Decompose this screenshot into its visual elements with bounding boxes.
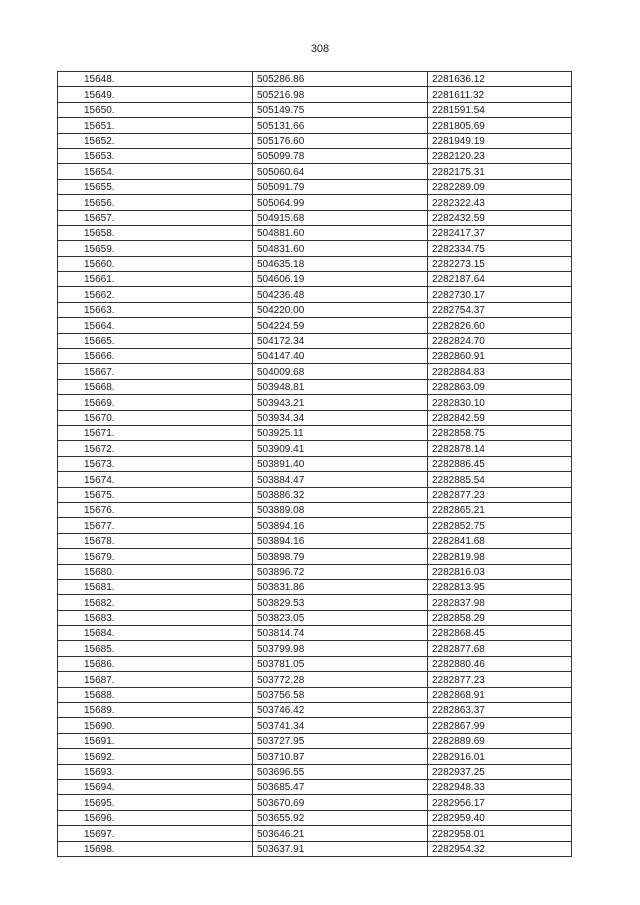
- point-number-cell: 15681.: [58, 579, 253, 594]
- x-coordinate-cell: 505060.64: [253, 164, 428, 179]
- y-coordinate-cell: 2282948.33: [428, 779, 572, 794]
- table-row: [58, 656, 572, 671]
- table-row: [58, 225, 572, 240]
- point-number-cell: 15696.: [58, 810, 253, 825]
- point-number-cell: 15660.: [58, 256, 253, 271]
- table-row: [58, 749, 572, 764]
- x-coordinate-cell: 504881.60: [253, 225, 428, 240]
- y-coordinate-cell: 2282868.91: [428, 687, 572, 702]
- x-coordinate-cell: 503886.32: [253, 487, 428, 502]
- y-coordinate-cell: 2282830.10: [428, 395, 572, 410]
- x-coordinate-cell: 503943.21: [253, 395, 428, 410]
- y-coordinate-cell: 2282841.68: [428, 533, 572, 548]
- y-coordinate-cell: 2282432.59: [428, 210, 572, 225]
- y-coordinate-cell: 2282819.98: [428, 549, 572, 564]
- table-row: [58, 687, 572, 702]
- x-coordinate-cell: 503884.47: [253, 472, 428, 487]
- point-number-cell: 15682.: [58, 595, 253, 610]
- point-number-cell: 15656.: [58, 195, 253, 210]
- x-coordinate-cell: 503741.34: [253, 718, 428, 733]
- y-coordinate-cell: 2282842.59: [428, 410, 572, 425]
- table-row: [58, 148, 572, 163]
- x-coordinate-cell: 503925.11: [253, 425, 428, 440]
- x-coordinate-cell: 503756.58: [253, 687, 428, 702]
- table-row: [58, 287, 572, 302]
- y-coordinate-cell: 2282289.09: [428, 179, 572, 194]
- point-number-cell: 15698.: [58, 841, 253, 856]
- point-number-cell: 15686.: [58, 656, 253, 671]
- table-row: [58, 118, 572, 133]
- y-coordinate-cell: 2282877.68: [428, 641, 572, 656]
- y-coordinate-cell: 2282863.37: [428, 703, 572, 718]
- table-row: [58, 456, 572, 471]
- point-number-cell: 15677.: [58, 518, 253, 533]
- y-coordinate-cell: 2282858.75: [428, 425, 572, 440]
- y-coordinate-cell: 2282860.91: [428, 349, 572, 364]
- y-coordinate-cell: 2282958.01: [428, 826, 572, 841]
- x-coordinate-cell: 505286.86: [253, 72, 428, 87]
- table-row: [58, 595, 572, 610]
- y-coordinate-cell: 2282956.17: [428, 795, 572, 810]
- y-coordinate-cell: 2282813.95: [428, 579, 572, 594]
- y-coordinate-cell: 2282886.45: [428, 456, 572, 471]
- x-coordinate-cell: 503889.08: [253, 502, 428, 517]
- table-row: [58, 733, 572, 748]
- x-coordinate-cell: 505216.98: [253, 87, 428, 102]
- table-row: [58, 179, 572, 194]
- x-coordinate-cell: 503727.95: [253, 733, 428, 748]
- y-coordinate-cell: 2282937.25: [428, 764, 572, 779]
- point-number-cell: 15685.: [58, 641, 253, 656]
- table-row: [58, 133, 572, 148]
- y-coordinate-cell: 2281591.54: [428, 102, 572, 117]
- table-row: [58, 626, 572, 641]
- y-coordinate-cell: 2282878.14: [428, 441, 572, 456]
- x-coordinate-cell: 503909.41: [253, 441, 428, 456]
- table-row: [58, 395, 572, 410]
- point-number-cell: 15687.: [58, 672, 253, 687]
- y-coordinate-cell: 2282863.09: [428, 379, 572, 394]
- point-number-cell: 15690.: [58, 718, 253, 733]
- x-coordinate-cell: 503948.81: [253, 379, 428, 394]
- y-coordinate-cell: 2282868.45: [428, 626, 572, 641]
- table-row: [58, 795, 572, 810]
- x-coordinate-cell: 503685.47: [253, 779, 428, 794]
- x-coordinate-cell: 504831.60: [253, 241, 428, 256]
- x-coordinate-cell: 503829.53: [253, 595, 428, 610]
- table-row: [58, 672, 572, 687]
- table-row: [58, 256, 572, 271]
- table-row: [58, 272, 572, 287]
- table-row: [58, 102, 572, 117]
- y-coordinate-cell: 2282852.75: [428, 518, 572, 533]
- y-coordinate-cell: 2282175.31: [428, 164, 572, 179]
- table-row: [58, 779, 572, 794]
- table-row: [58, 302, 572, 317]
- point-number-cell: 15668.: [58, 379, 253, 394]
- y-coordinate-cell: 2282826.60: [428, 318, 572, 333]
- point-number-cell: 15693.: [58, 764, 253, 779]
- table-row: [58, 241, 572, 256]
- x-coordinate-cell: 504172.34: [253, 333, 428, 348]
- point-number-cell: 15650.: [58, 102, 253, 117]
- x-coordinate-cell: 503898.79: [253, 549, 428, 564]
- table-row: [58, 164, 572, 179]
- table-row: [58, 718, 572, 733]
- table-row: [58, 764, 572, 779]
- point-number-cell: 15675.: [58, 487, 253, 502]
- x-coordinate-cell: 505091.79: [253, 179, 428, 194]
- y-coordinate-cell: 2282889.69: [428, 733, 572, 748]
- table-row: [58, 518, 572, 533]
- point-number-cell: 15680.: [58, 564, 253, 579]
- y-coordinate-cell: 2282837.98: [428, 595, 572, 610]
- x-coordinate-cell: 503655.92: [253, 810, 428, 825]
- point-number-cell: 15651.: [58, 118, 253, 133]
- table-row: [58, 318, 572, 333]
- y-coordinate-cell: 2282730.17: [428, 287, 572, 302]
- table-row: [58, 641, 572, 656]
- table-row: [58, 610, 572, 625]
- table-row: [58, 441, 572, 456]
- point-number-cell: 15695.: [58, 795, 253, 810]
- table-row: [58, 487, 572, 502]
- point-number-cell: 15676.: [58, 502, 253, 517]
- point-number-cell: 15684.: [58, 626, 253, 641]
- x-coordinate-cell: 503896.72: [253, 564, 428, 579]
- y-coordinate-cell: 2281636.12: [428, 72, 572, 87]
- table-row: [58, 333, 572, 348]
- x-coordinate-cell: 503894.16: [253, 518, 428, 533]
- point-number-cell: 15673.: [58, 456, 253, 471]
- x-coordinate-cell: 504009.68: [253, 364, 428, 379]
- x-coordinate-cell: 504606.19: [253, 272, 428, 287]
- x-coordinate-cell: 505099.78: [253, 148, 428, 163]
- point-number-cell: 15670.: [58, 410, 253, 425]
- x-coordinate-cell: 505149.75: [253, 102, 428, 117]
- table-row: [58, 349, 572, 364]
- point-number-cell: 15664.: [58, 318, 253, 333]
- y-coordinate-cell: 2282858.29: [428, 610, 572, 625]
- x-coordinate-cell: 503670.69: [253, 795, 428, 810]
- point-number-cell: 15667.: [58, 364, 253, 379]
- table-row: [58, 379, 572, 394]
- x-coordinate-cell: 504220.00: [253, 302, 428, 317]
- table-row: [58, 549, 572, 564]
- point-number-cell: 15655.: [58, 179, 253, 194]
- y-coordinate-cell: 2282880.46: [428, 656, 572, 671]
- table-row: [58, 502, 572, 517]
- point-number-cell: 15652.: [58, 133, 253, 148]
- point-number-cell: 15654.: [58, 164, 253, 179]
- point-number-cell: 15694.: [58, 779, 253, 794]
- x-coordinate-cell: 503772.28: [253, 672, 428, 687]
- y-coordinate-cell: 2282816.03: [428, 564, 572, 579]
- x-coordinate-cell: 503746.42: [253, 703, 428, 718]
- point-number-cell: 15669.: [58, 395, 253, 410]
- table-row: [58, 364, 572, 379]
- point-number-cell: 15666.: [58, 349, 253, 364]
- point-number-cell: 15679.: [58, 549, 253, 564]
- y-coordinate-cell: 2282877.23: [428, 672, 572, 687]
- point-number-cell: 15653.: [58, 148, 253, 163]
- y-coordinate-cell: 2282867.99: [428, 718, 572, 733]
- y-coordinate-cell: 2282954.32: [428, 841, 572, 856]
- y-coordinate-cell: 2282273.15: [428, 256, 572, 271]
- x-coordinate-cell: 503894.16: [253, 533, 428, 548]
- y-coordinate-cell: 2281805.69: [428, 118, 572, 133]
- x-coordinate-cell: 503934.34: [253, 410, 428, 425]
- point-number-cell: 15692.: [58, 749, 253, 764]
- x-coordinate-cell: 503814.74: [253, 626, 428, 641]
- x-coordinate-cell: 504147.40: [253, 349, 428, 364]
- y-coordinate-cell: 2281611.32: [428, 87, 572, 102]
- y-coordinate-cell: 2282865.21: [428, 502, 572, 517]
- x-coordinate-cell: 503891.40: [253, 456, 428, 471]
- point-number-cell: 15658.: [58, 225, 253, 240]
- x-coordinate-cell: 503781.05: [253, 656, 428, 671]
- table-row: [58, 810, 572, 825]
- x-coordinate-cell: 503823.05: [253, 610, 428, 625]
- y-coordinate-cell: 2281949.19: [428, 133, 572, 148]
- table-row: [58, 472, 572, 487]
- x-coordinate-cell: 503831.86: [253, 579, 428, 594]
- table-row: [58, 579, 572, 594]
- point-number-cell: 15659.: [58, 241, 253, 256]
- x-coordinate-cell: 505064.99: [253, 195, 428, 210]
- point-number-cell: 15648.: [58, 72, 253, 87]
- x-coordinate-cell: 503710.87: [253, 749, 428, 764]
- point-number-cell: 15661.: [58, 272, 253, 287]
- table-row: [58, 533, 572, 548]
- point-number-cell: 15665.: [58, 333, 253, 348]
- x-coordinate-cell: 503696.55: [253, 764, 428, 779]
- x-coordinate-cell: 504915.68: [253, 210, 428, 225]
- x-coordinate-cell: 503799.98: [253, 641, 428, 656]
- y-coordinate-cell: 2282916.01: [428, 749, 572, 764]
- x-coordinate-cell: 503637.91: [253, 841, 428, 856]
- point-number-cell: 15663.: [58, 302, 253, 317]
- x-coordinate-cell: 505176.60: [253, 133, 428, 148]
- point-number-cell: 15691.: [58, 733, 253, 748]
- x-coordinate-cell: 504635.18: [253, 256, 428, 271]
- y-coordinate-cell: 2282120.23: [428, 148, 572, 163]
- point-number-cell: 15674.: [58, 472, 253, 487]
- table-row: [58, 87, 572, 102]
- y-coordinate-cell: 2282417.37: [428, 225, 572, 240]
- y-coordinate-cell: 2282884.83: [428, 364, 572, 379]
- y-coordinate-cell: 2282885.54: [428, 472, 572, 487]
- x-coordinate-cell: 503646.21: [253, 826, 428, 841]
- point-number-cell: 15662.: [58, 287, 253, 302]
- point-number-cell: 15697.: [58, 826, 253, 841]
- page-number: 308: [310, 43, 330, 55]
- y-coordinate-cell: 2282754.37: [428, 302, 572, 317]
- point-number-cell: 15657.: [58, 210, 253, 225]
- point-number-cell: 15649.: [58, 87, 253, 102]
- point-number-cell: 15671.: [58, 425, 253, 440]
- table-row: [58, 841, 572, 856]
- x-coordinate-cell: 505131.66: [253, 118, 428, 133]
- y-coordinate-cell: 2282877.23: [428, 487, 572, 502]
- table-row: [58, 425, 572, 440]
- table-row: [58, 410, 572, 425]
- y-coordinate-cell: 2282959.40: [428, 810, 572, 825]
- point-number-cell: 15689.: [58, 703, 253, 718]
- coordinates-table: [57, 71, 572, 857]
- table-row: [58, 564, 572, 579]
- y-coordinate-cell: 2282824.70: [428, 333, 572, 348]
- y-coordinate-cell: 2282334.75: [428, 241, 572, 256]
- point-number-cell: 15672.: [58, 441, 253, 456]
- x-coordinate-cell: 504236.48: [253, 287, 428, 302]
- point-number-cell: 15688.: [58, 687, 253, 702]
- coordinates-table-body: [58, 72, 572, 857]
- table-row: [58, 195, 572, 210]
- table-row: [58, 210, 572, 225]
- y-coordinate-cell: 2282322.43: [428, 195, 572, 210]
- table-row: [58, 72, 572, 87]
- x-coordinate-cell: 504224.59: [253, 318, 428, 333]
- point-number-cell: 15678.: [58, 533, 253, 548]
- table-row: [58, 826, 572, 841]
- y-coordinate-cell: 2282187.64: [428, 272, 572, 287]
- point-number-cell: 15683.: [58, 610, 253, 625]
- table-row: [58, 703, 572, 718]
